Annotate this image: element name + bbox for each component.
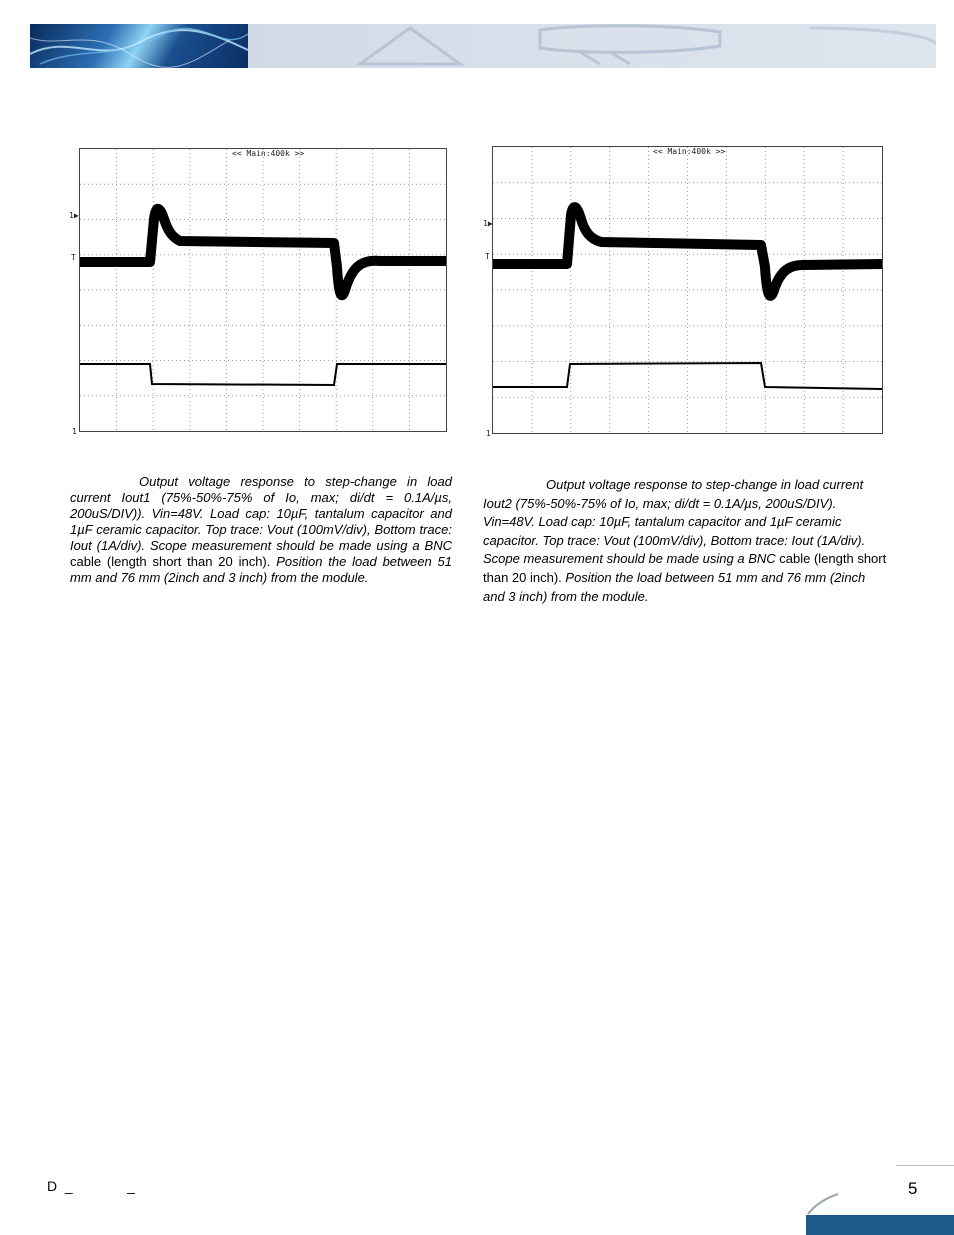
ch2-marker: 1	[72, 427, 77, 436]
figure-caption-iout1	[70, 474, 452, 586]
header-banner	[30, 24, 936, 68]
scope-traces	[493, 147, 882, 433]
scope-timebase-label: << Main:400k >>	[232, 149, 305, 158]
header-watermark-logo	[250, 24, 936, 68]
page-number: 5	[908, 1179, 918, 1198]
footer-swoosh-graphic	[806, 1188, 954, 1216]
figure-caption-iout2	[483, 476, 887, 606]
scope-screenshot-iout2	[483, 146, 883, 438]
scope-timebase-label: << Main:400k >>	[653, 147, 726, 156]
caption-text-part1: Output voltage response to step-change in load current Iout2 (75%-50%-75% of Io, max; di/dt = 0.1A/µs, 200uS/DIV). Vin=48V. Load cap: 10µF, tantalum capacitor and 1µF ceramic capacitor. Top trace: Vout (100mV/div), Bottom trace: Iout (1A/div). Scope measurement should be made using a BNC	[483, 477, 866, 567]
trigger-marker: T	[485, 252, 490, 261]
caption-text-part3: Position the load between 51 mm and 76 mm (2inch and 3 inch) from the module.	[70, 554, 452, 585]
ch1-marker: 1▶	[483, 219, 493, 228]
trigger-marker: T	[71, 253, 76, 262]
caption-text-part2: cable (length short than 20 inch).	[70, 554, 271, 569]
footer-divider	[896, 1165, 954, 1166]
scope-traces	[80, 149, 446, 431]
scope-screenshot-iout1	[69, 148, 447, 436]
footer-color-bar	[806, 1215, 954, 1235]
caption-text-part2: cable (length short than 20 inch).	[483, 551, 887, 585]
header-photo-image	[30, 24, 248, 68]
scope-grid	[493, 147, 882, 433]
caption-text-part3: Position the load between 51 mm and 76 mm (2inch and 3 inch) from the module.	[483, 569, 866, 604]
ch1-marker: 1▶	[69, 211, 79, 220]
scope-grid	[80, 149, 446, 431]
ch2-marker: 1	[486, 429, 491, 438]
caption-text-part1: Output voltage response to step-change in load current Iout1 (75%-50%-75% of Io, max; di/dt = 0.1A/µs, 200uS/DIV)). Vin=48V. Load cap: 10µF, tantalum capacitor and 1µF ceramic capacitor. Top trace: Vout (100mV/div), Bottom trace: Iout (1A/div). Scope measurement should be made using a BNC	[70, 474, 452, 553]
footer-document-reference: D _ _	[47, 1178, 135, 1194]
